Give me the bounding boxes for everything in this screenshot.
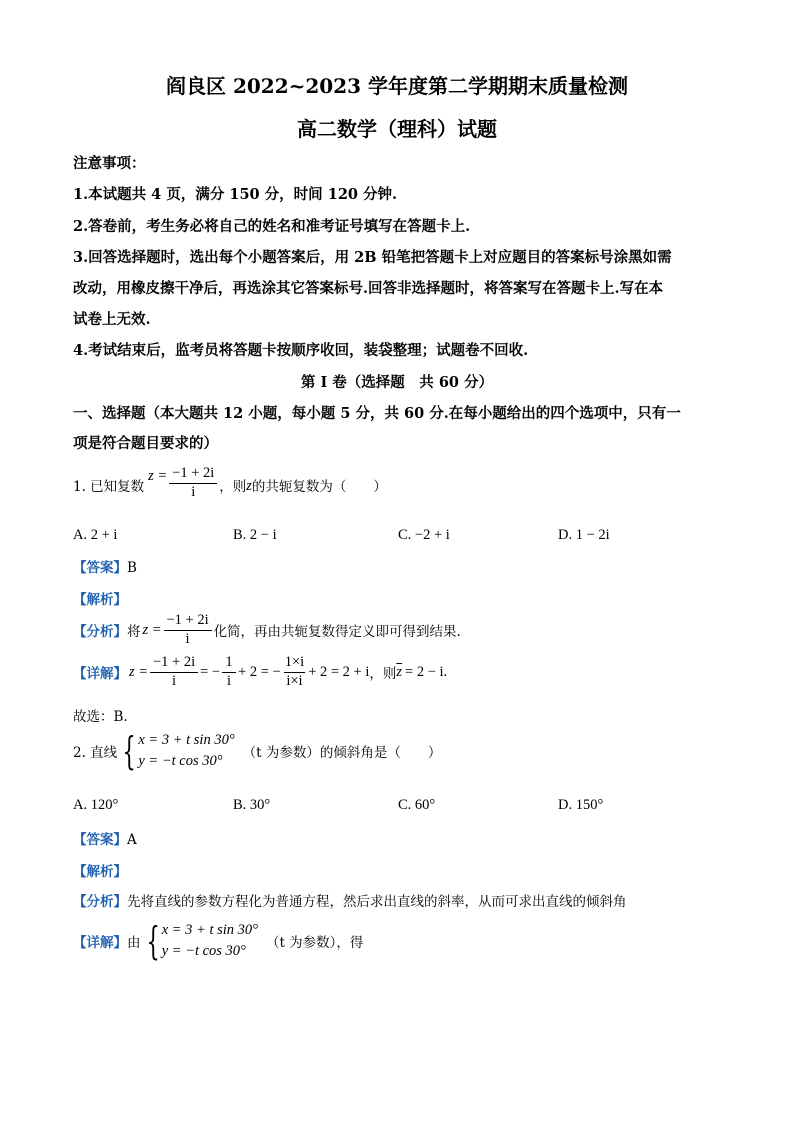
q1-option-c: C. −2 + i [398, 527, 450, 543]
q1-fenxi-tag: 【分析】 [73, 624, 127, 641]
q2-system [138, 730, 234, 772]
q1-option-a: A. 2 + i [73, 527, 118, 543]
q2-fenxi-text: 先将直线的参数方程化为普通方程，然后求出直线的斜率，从而可求出直线的倾斜角 [127, 894, 627, 910]
q2-xiangjie-a: 由 [127, 935, 141, 952]
q1-fenxi-a: 将 [127, 624, 141, 641]
q2-param: （t 为参数）的倾斜角是（ ） [242, 745, 442, 762]
q1-fraction-numerator: −1 + 2i [172, 465, 215, 481]
q1-conclusion: 故选：B. [73, 709, 128, 725]
q1-fenxi-b: 化简，再由共轭复数得定义即可得到结果. [213, 624, 461, 641]
q1-suffix-b: 的共轭复数为（ ） [251, 478, 387, 495]
q2-prefix: 2. 直线 [73, 745, 118, 762]
q2-brace: { [122, 729, 136, 774]
q2-fenxi-tag: 【分析】 [73, 894, 127, 910]
exam-title: 阎良区 2022~2023 学年度第二学期期末质量检测 [165, 74, 628, 98]
q1-answer-tag: 【答案】 [73, 560, 127, 576]
q1-xiangjie-conj: $\overline{z}$ [396, 663, 403, 680]
q1-xiangjie-num-2: 1 [225, 654, 233, 670]
question-2-stem [73, 730, 441, 772]
q1-xiangjie-num-1: −1 + 2i [152, 654, 196, 670]
q1-z-eq: z = [148, 468, 168, 484]
q2-answer-value: A [127, 832, 137, 848]
q1-suffix-a: ，则 [219, 478, 247, 495]
q1-xiangjie-fraction-2 [222, 655, 236, 690]
q2-answer-tag: 【答案】 [73, 832, 127, 848]
q1-z: z [246, 477, 252, 494]
q2-analysis [73, 860, 127, 880]
notes-item-4: 4.考试结束后，监考员将答题卡按顺序收回，装袋整理；试题卷不回收. [73, 342, 529, 359]
q2-xiangjie-system [162, 920, 258, 962]
volume-heading: 第 I 卷（选择题 共 60 分） [300, 374, 494, 391]
q2-option-c: C. 60° [398, 797, 436, 813]
q2-analysis-tag: 【解析】 [73, 864, 127, 880]
q1-fenxi-numerator: −1 + 2i [166, 612, 209, 628]
q1-answer [73, 556, 137, 576]
q1-xiangjie-tag: 【详解】 [73, 666, 127, 683]
section-heading-line-2: 项是符合题目要求的） [73, 435, 218, 452]
q2-xiangjie-eq-2: y = −t cos 30° [161, 943, 246, 960]
q1-xiangjie-den-1: i [150, 672, 198, 690]
q2-xiangjie-eq-1: x = 3 + t sin 30° [161, 922, 258, 938]
notes-item-3-line-2: 改动，用橡皮擦干净后，再选涂其它答案标号.回答非选择题时，将答案写在答题卡上.写在本 [73, 280, 664, 297]
q1-xiangjie-den-3: i×i [286, 672, 303, 689]
section-heading-line-1: 一、选择题（本大题共 12 小题，每小题 5 分，共 60 分.在每小题给出的四个选项中，只有一 [73, 405, 681, 422]
q1-fraction-denominator: i [169, 483, 217, 501]
q1-fraction [169, 466, 217, 501]
q1-xiangjie-num-3: 1×i [284, 654, 305, 670]
q1-option-b: B. 2 − i [233, 527, 277, 543]
notes-item-3-line-3: 试卷上无效. [73, 311, 151, 328]
q1-xiangjie-result: = 2 − i [405, 663, 444, 680]
q2-answer [73, 828, 137, 848]
q2-option-d: D. 150° [558, 797, 604, 813]
q1-xiangjie [73, 655, 447, 690]
question-1-stem [73, 466, 387, 501]
q1-answer-value: B [127, 560, 137, 576]
q1-xiangjie-den-2: i [222, 672, 236, 690]
q1-option-d: D. 1 − 2i [558, 527, 610, 543]
q1-xiangjie-eq-3: + 2 = 2 + i [308, 663, 370, 680]
q1-xiangjie-fraction-3 [283, 655, 306, 690]
q2-eq-1: x = 3 + t sin 30° [138, 732, 235, 748]
q2-xiangjie-b: （t 为参数），得 [265, 935, 364, 952]
notes-heading: 注意事项： [73, 155, 146, 172]
q1-xiangjie-end: . [443, 663, 448, 680]
q1-xiangjie-eq-1: = − [200, 663, 221, 680]
q1-fenxi [73, 613, 461, 648]
q2-option-b: B. 30° [233, 797, 271, 813]
q2-option-a: A. 120° [73, 797, 119, 813]
q2-xiangjie [73, 920, 363, 962]
q1-xiangjie-z-eq: z = [129, 663, 149, 680]
q1-xiangjie-eq-2: + 2 = − [238, 663, 281, 680]
q1-analysis-tag: 【解析】 [73, 592, 127, 608]
q1-xiangjie-then: ，则 [369, 666, 397, 683]
q2-xiangjie-tag: 【详解】 [73, 935, 127, 952]
q2-fenxi [73, 890, 627, 910]
notes-item-1: 1.本试题共 4 页，满分 150 分，时间 120 分钟. [73, 186, 398, 203]
q1-analysis [73, 588, 127, 608]
q1-prefix: 1. 已知复数 [73, 478, 145, 495]
q1-fenxi-z-eq: z = [142, 621, 162, 638]
q1-fenxi-fraction [164, 613, 212, 648]
notes-item-3-line-1: 3.回答选择题时，选出每个小题答案后，用 2B 铅笔把答题卡上对应题目的答案标号涂黑如需 [73, 249, 672, 266]
q1-xiangjie-fraction-1 [150, 655, 198, 690]
notes-item-2: 2.答卷前，考生务必将自己的姓名和准考证号填写在答题卡上. [73, 218, 471, 235]
exam-subtitle: 高二数学（理科）试题 [297, 117, 497, 141]
q2-xiangjie-brace: { [145, 919, 160, 964]
q1-fenxi-denominator: i [164, 630, 212, 648]
q2-eq-2: y = −t cos 30° [138, 753, 223, 770]
